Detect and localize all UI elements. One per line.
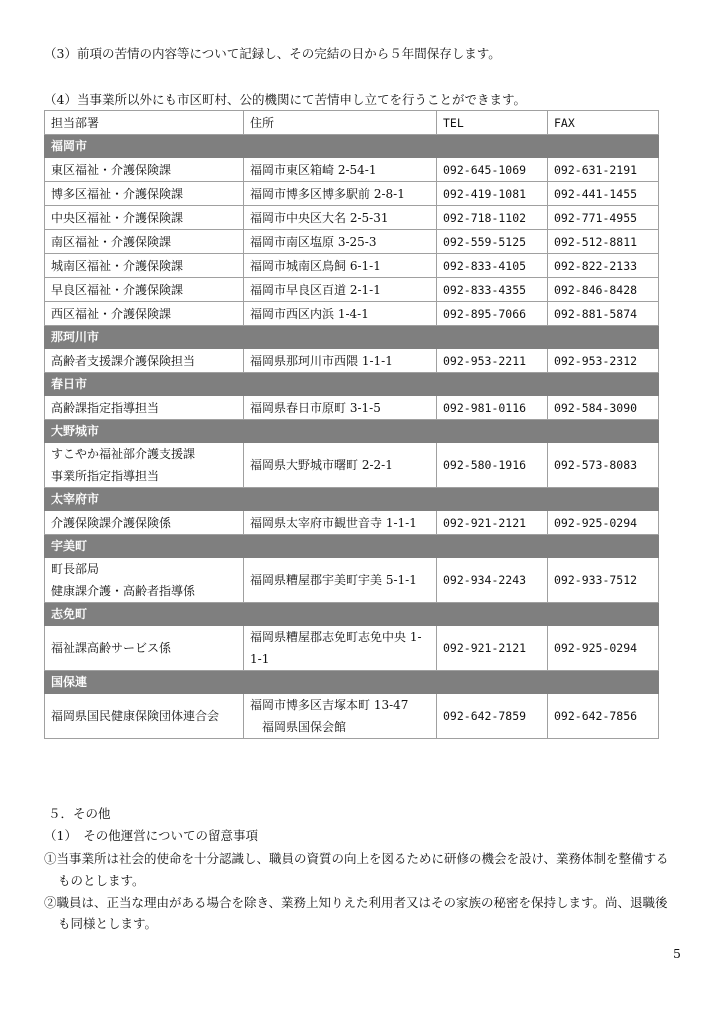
- group-name: 国保連: [45, 671, 659, 694]
- address-cell-line: 1-1: [250, 652, 270, 666]
- header-address: 住所: [244, 111, 437, 135]
- section-5-sub1: （1） その他運営についての留意事項: [44, 828, 258, 843]
- table-row: [45, 254, 659, 278]
- department-cell: [45, 396, 244, 420]
- fax-cell: 092-925-0294: [548, 626, 659, 671]
- complaint-contacts-table: [44, 110, 659, 739]
- department-cell: [45, 158, 244, 182]
- address-cell-line: 福岡県国保会館: [250, 720, 347, 734]
- address-cell-line: 福岡市早良区百道 2-1-1: [250, 282, 381, 297]
- tel-cell: 092-833-4355: [437, 278, 548, 302]
- fax-cell: 092-573-8083: [548, 443, 659, 488]
- section-5-title: ５．その他: [48, 806, 111, 821]
- tel-cell: 092-934-2243: [437, 558, 548, 603]
- fax-cell: 092-846-8428: [548, 278, 659, 302]
- table-header-row: [45, 111, 659, 135]
- address-cell-line: 福岡県春日市原町 3-1-5: [250, 400, 381, 415]
- department-cell-line: 健康課介護・高齢者指導係: [51, 584, 196, 598]
- department-cell-line: 福祉課高齢サービス係: [51, 641, 172, 655]
- address-cell: [244, 206, 437, 230]
- group-name: 大野城市: [45, 420, 659, 443]
- tel-cell: 092-921-2121: [437, 511, 548, 535]
- address-cell: [244, 182, 437, 206]
- tel-cell: 092-895-7066: [437, 302, 548, 326]
- tel-cell: 092-718-1102: [437, 206, 548, 230]
- department-cell: [45, 302, 244, 326]
- fax-cell: 092-512-8811: [548, 230, 659, 254]
- department-cell-line: 中央区福祉・介護保険課: [51, 210, 184, 225]
- address-cell: [244, 278, 437, 302]
- fax-cell: 092-631-2191: [548, 158, 659, 182]
- group-row: [45, 535, 659, 558]
- fax-cell: 092-822-2133: [548, 254, 659, 278]
- tel-cell: 092-833-4105: [437, 254, 548, 278]
- department-cell-line: すこやか福祉部介護支援課: [51, 447, 196, 461]
- address-cell-line: 福岡県那珂川市西隈 1-1-1: [250, 353, 393, 368]
- tel-cell: 092-981-0116: [437, 396, 548, 420]
- table-row: [45, 182, 659, 206]
- fax-cell: 092-584-3090: [548, 396, 659, 420]
- header-fax: FAX: [548, 111, 659, 135]
- item-1-line-2: ものとします。: [58, 873, 145, 888]
- address-cell-line: 福岡市東区箱崎 2-54-1: [250, 162, 377, 177]
- group-row: [45, 603, 659, 626]
- group-row: [45, 488, 659, 511]
- department-cell: [45, 278, 244, 302]
- tel-cell: 092-559-5125: [437, 230, 548, 254]
- page-number: 5: [673, 946, 681, 961]
- fax-cell: 092-925-0294: [548, 511, 659, 535]
- address-cell: [244, 396, 437, 420]
- address-cell-line: 福岡県大野城市曙町 2-2-1: [250, 458, 393, 472]
- fax-cell: 092-881-5874: [548, 302, 659, 326]
- paragraph-4: （4）当事業所以外にも市区町村、公的機関にて苦情申し立てを行うことができます。: [44, 92, 526, 107]
- department-cell-line: 町長部局: [51, 562, 100, 576]
- table-row: [45, 694, 659, 739]
- address-cell-line: 福岡市西区内浜 1-4-1: [250, 306, 369, 321]
- address-cell: [244, 158, 437, 182]
- table-row: [45, 511, 659, 535]
- fax-cell: 092-953-2312: [548, 349, 659, 373]
- table-row: [45, 206, 659, 230]
- group-name: 宇美町: [45, 535, 659, 558]
- table-row: [45, 158, 659, 182]
- group-name: 太宰府市: [45, 488, 659, 511]
- address-cell-line: 福岡市城南区鳥飼 6-1-1: [250, 258, 381, 273]
- tel-cell: 092-642-7859: [437, 694, 548, 739]
- item-2-line-1: ②職員は、正当な理由がある場合を除き、業務上知りえた利用者又はその家族の秘密を保持します。尚、退職後: [44, 895, 668, 910]
- fax-cell: 092-441-1455: [548, 182, 659, 206]
- department-cell-line: 福岡県国民健康保険団体連合会: [51, 709, 220, 723]
- department-cell-line: 高齢者支援課介護保険担当: [51, 353, 196, 368]
- table-row: [45, 443, 659, 488]
- group-name: 那珂川市: [45, 326, 659, 349]
- address-cell-line: 福岡県糟屋郡宇美町宇美 5-1-1: [250, 573, 417, 587]
- department-cell: [45, 349, 244, 373]
- department-cell: [45, 206, 244, 230]
- group-row: [45, 326, 659, 349]
- paragraph-3: （3）前項の苦情の内容等について記録し、その完結の日から５年間保存します。: [44, 46, 501, 61]
- address-cell-line: 福岡県糟屋郡志免町志免中央 1-: [250, 630, 422, 644]
- address-cell: [244, 443, 437, 488]
- header-dept: 担当部署: [45, 111, 244, 135]
- fax-cell: 092-642-7856: [548, 694, 659, 739]
- address-cell: [244, 254, 437, 278]
- department-cell: [45, 182, 244, 206]
- item-2-line-2: も同様とします。: [58, 916, 158, 931]
- department-cell-line: 博多区福祉・介護保険課: [51, 186, 184, 201]
- item-1-line-1: ①当事業所は社会的使命を十分認識し、職員の資質の向上を図るために研修の機会を設け、業務体制を整備する: [44, 851, 669, 866]
- department-cell: [45, 443, 244, 488]
- tel-cell: 092-645-1069: [437, 158, 548, 182]
- table-row: [45, 396, 659, 420]
- department-cell-line: 南区福祉・介護保険課: [51, 234, 172, 249]
- address-cell: [244, 511, 437, 535]
- address-cell-line: 福岡県太宰府市観世音寺 1-1-1: [250, 515, 417, 530]
- table-row: [45, 558, 659, 603]
- table-row: [45, 278, 659, 302]
- fax-cell: 092-933-7512: [548, 558, 659, 603]
- group-name: 春日市: [45, 373, 659, 396]
- tel-cell: 092-953-2211: [437, 349, 548, 373]
- fax-cell: 092-771-4955: [548, 206, 659, 230]
- tel-cell: 092-580-1916: [437, 443, 548, 488]
- department-cell: [45, 558, 244, 603]
- department-cell: [45, 254, 244, 278]
- address-cell: [244, 349, 437, 373]
- group-name: 志免町: [45, 603, 659, 626]
- department-cell-line: 城南区福祉・介護保険課: [51, 258, 184, 273]
- table-row: [45, 626, 659, 671]
- table-row: [45, 349, 659, 373]
- department-cell: [45, 626, 244, 671]
- address-cell: [244, 302, 437, 326]
- group-row: [45, 671, 659, 694]
- group-row: [45, 420, 659, 443]
- department-cell-line: 事業所指定指導担当: [51, 469, 160, 483]
- address-cell: [244, 230, 437, 254]
- table-row: [45, 230, 659, 254]
- address-cell: [244, 626, 437, 671]
- department-cell: [45, 694, 244, 739]
- group-name: 福岡市: [45, 135, 659, 158]
- department-cell-line: 介護保険課介護保険係: [51, 515, 172, 530]
- address-cell-line: 福岡市博多区吉塚本町 13-47: [250, 698, 409, 712]
- address-cell-line: 福岡市中央区大名 2-5-31: [250, 210, 389, 225]
- group-row: [45, 135, 659, 158]
- tel-cell: 092-419-1081: [437, 182, 548, 206]
- address-cell: [244, 694, 437, 739]
- department-cell: [45, 230, 244, 254]
- department-cell-line: 東区福祉・介護保険課: [51, 162, 172, 177]
- table-row: [45, 302, 659, 326]
- group-row: [45, 373, 659, 396]
- address-cell: [244, 558, 437, 603]
- address-cell-line: 福岡市南区塩原 3-25-3: [250, 234, 377, 249]
- department-cell: [45, 511, 244, 535]
- address-cell-line: 福岡市博多区博多駅前 2-8-1: [250, 186, 405, 201]
- department-cell-line: 早良区福祉・介護保険課: [51, 282, 184, 297]
- department-cell-line: 高齢課指定指導担当: [51, 400, 160, 415]
- header-tel: TEL: [437, 111, 548, 135]
- department-cell-line: 西区福祉・介護保険課: [51, 306, 172, 321]
- tel-cell: 092-921-2121: [437, 626, 548, 671]
